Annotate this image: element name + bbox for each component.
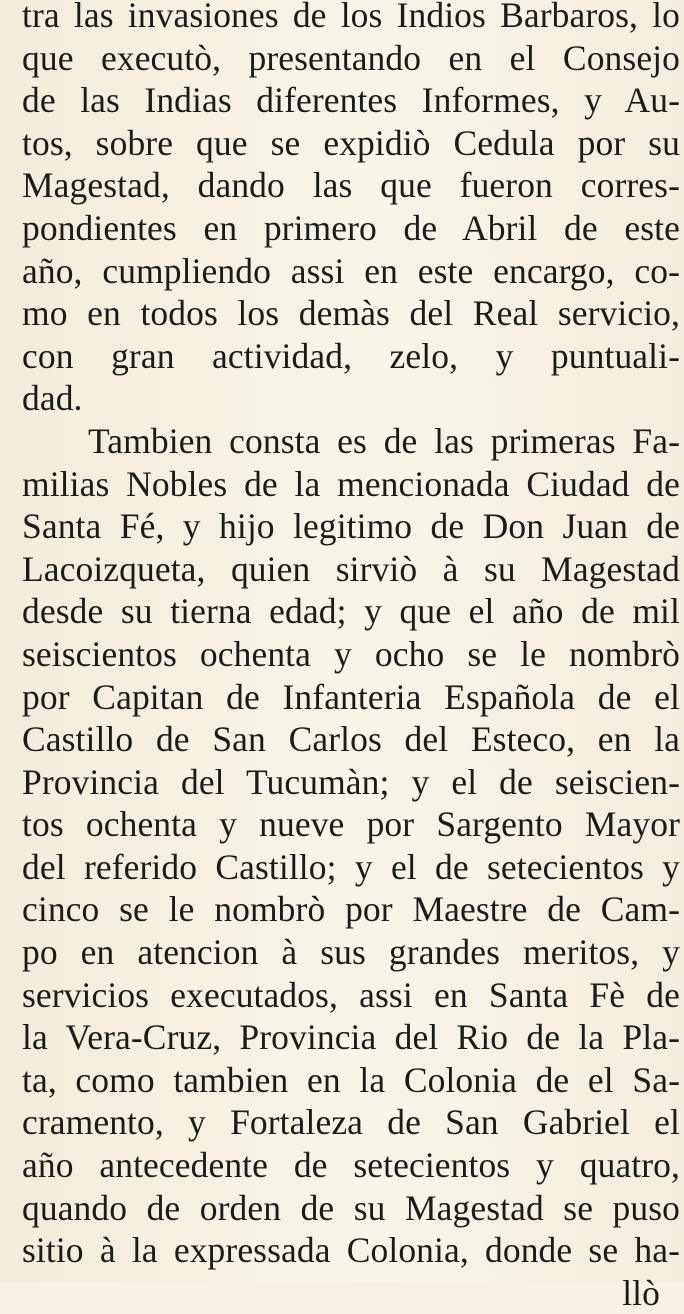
text-line: del referido Castillo; y el de setecientos y xyxy=(22,846,680,887)
text-line: Provincia del Tucumàn; y el de seiscien- xyxy=(22,761,680,802)
text-line: sitio à la expressada Colonia, donde se ha- xyxy=(22,1230,680,1271)
text-line: dad. xyxy=(22,378,83,419)
text-line: ta, como tambien en la Colonia de el Sa- xyxy=(22,1059,680,1100)
text-line: con gran actividad, zelo, y puntuali- xyxy=(22,335,680,376)
text-line: desde su tierna edad; y que el año de mil xyxy=(22,591,680,632)
catchword: llò xyxy=(622,1272,660,1313)
text-line: pondientes en primero de Abril de este xyxy=(22,207,680,248)
text-line: Castillo de San Carlos del Esteco, en la xyxy=(22,719,680,760)
text-line: milias Nobles de la mencionada Ciudad de xyxy=(22,463,680,504)
text-line: tos, sobre que se expidiò Cedula por su xyxy=(22,122,680,163)
text-line: Lacoizqueta, quien sirviò à su Magestad xyxy=(22,548,680,589)
text-line: la Vera-Cruz, Provincia del Rio de la Pla- xyxy=(22,1017,680,1058)
body-text xyxy=(22,0,680,1314)
paragraph-first-line: Tambien consta es de las primeras Fa- xyxy=(88,420,680,461)
text-line: por Capitan de Infanteria Española de el xyxy=(22,676,680,717)
text-line: año antecedente de setecientos y quatro, xyxy=(22,1145,680,1186)
text-line: cinco se le nombrò por Maestre de Cam- xyxy=(22,889,680,930)
text-line: quando de orden de su Magestad se puso xyxy=(22,1187,680,1228)
text-line: tra las invasiones de los Indios Barbaros, lo xyxy=(22,0,680,35)
text-line: seiscientos ochenta y ocho se le nombrò xyxy=(22,633,680,674)
text-line: cramento, y Fortaleza de San Gabriel el xyxy=(22,1102,680,1143)
text-line: Santa Fé, y hijo legitimo de Don Juan de xyxy=(22,506,680,547)
text-line: servicios executados, assi en Santa Fè de xyxy=(22,974,680,1015)
text-line: de las Indias diferentes Informes, y Au- xyxy=(22,80,680,121)
text-line: po en atencion à sus grandes meritos, y xyxy=(22,932,680,973)
text-line: Magestad, dando las que fueron corres- xyxy=(22,165,680,206)
text-line: tos ochenta y nueve por Sargento Mayor xyxy=(22,804,680,845)
text-line: mo en todos los demàs del Real servicio, xyxy=(22,293,680,334)
text-line: año, cumpliendo assi en este encargo, co- xyxy=(22,250,680,291)
text-line: que executò, presentando en el Consejo xyxy=(22,37,680,78)
